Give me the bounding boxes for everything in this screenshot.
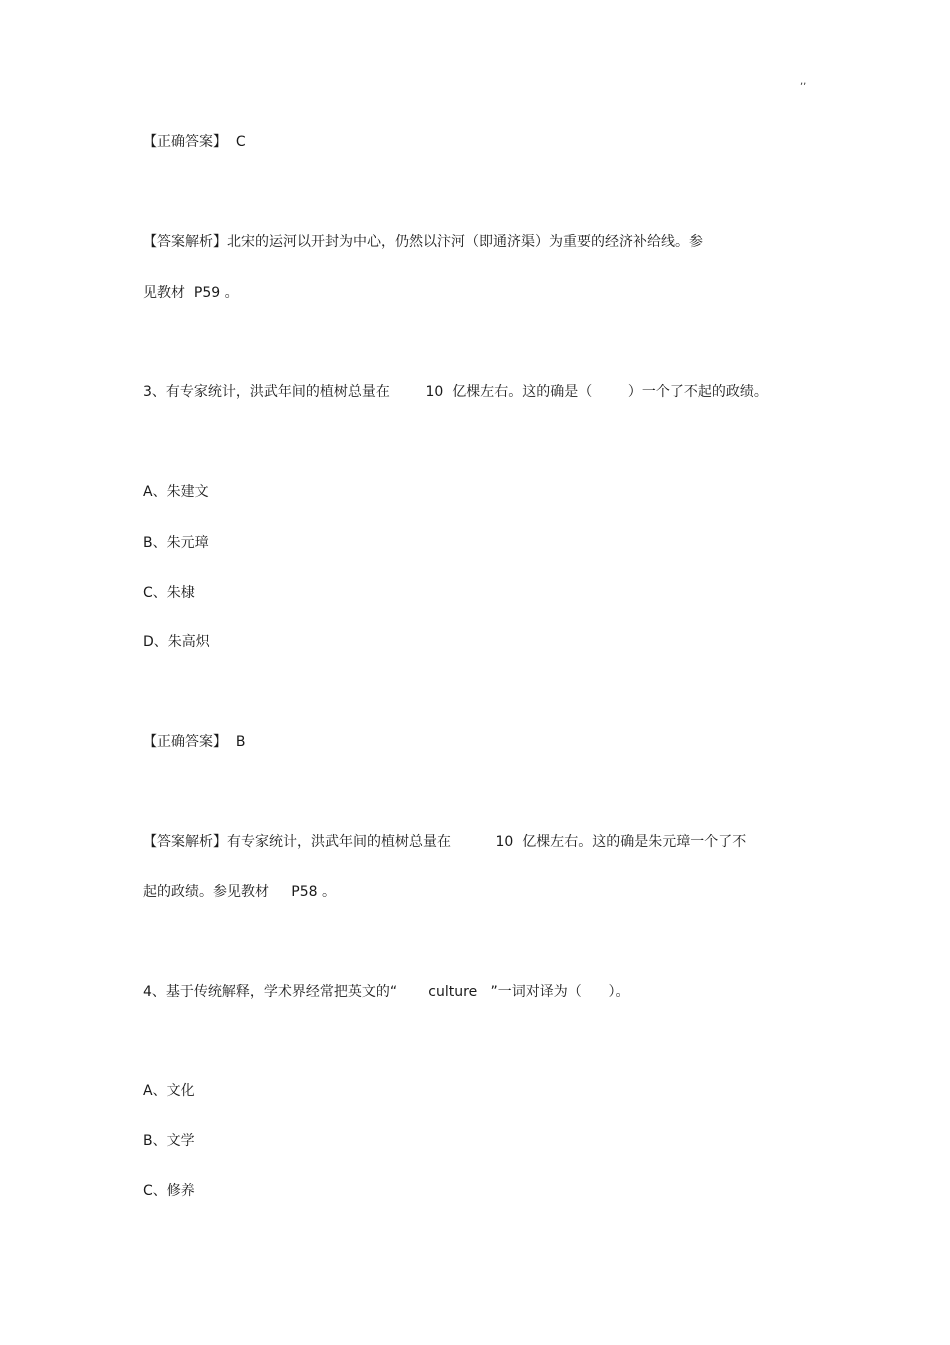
q4-question: 4、基于传统解释，学术界经常把英文的“ culture ”一词对译为（ ）。 (143, 984, 630, 1000)
q3-option-d: D、朱高炽 (143, 634, 210, 650)
q4-option-b: B、文学 (143, 1133, 195, 1149)
q2-correct-answer: 【正确答案】 C (143, 134, 246, 150)
q4-option-c: C、修养 (143, 1183, 195, 1199)
q3-question: 3、有专家统计，洪武年间的植树总量在 10 亿棵左右。这的确是（ ）一个了不起的政绩。 (143, 384, 768, 400)
q2-explanation-line2: 见教材 P59 。 (143, 285, 239, 301)
q3-explanation-line1: 【答案解析】有专家统计，洪武年间的植树总量在 10 亿棵左右。这的确是朱元璋一个了不 (143, 834, 747, 850)
q3-option-c: C、朱棣 (143, 585, 195, 601)
q2-explanation-line1: 【答案解析】北宋的运河以开封为中心，仍然以汴河（即通济渠）为重要的经济补给线。参 (143, 234, 703, 250)
q3-explanation-line2: 起的政绩。参见教材 P58 。 (143, 884, 336, 900)
q4-option-a: A、文化 (143, 1083, 195, 1099)
q3-option-a: A、朱建文 (143, 484, 209, 500)
q3-correct-answer: 【正确答案】 B (143, 734, 246, 750)
header-mark: ,, (800, 76, 807, 87)
q3-option-b: B、朱元璋 (143, 535, 209, 551)
